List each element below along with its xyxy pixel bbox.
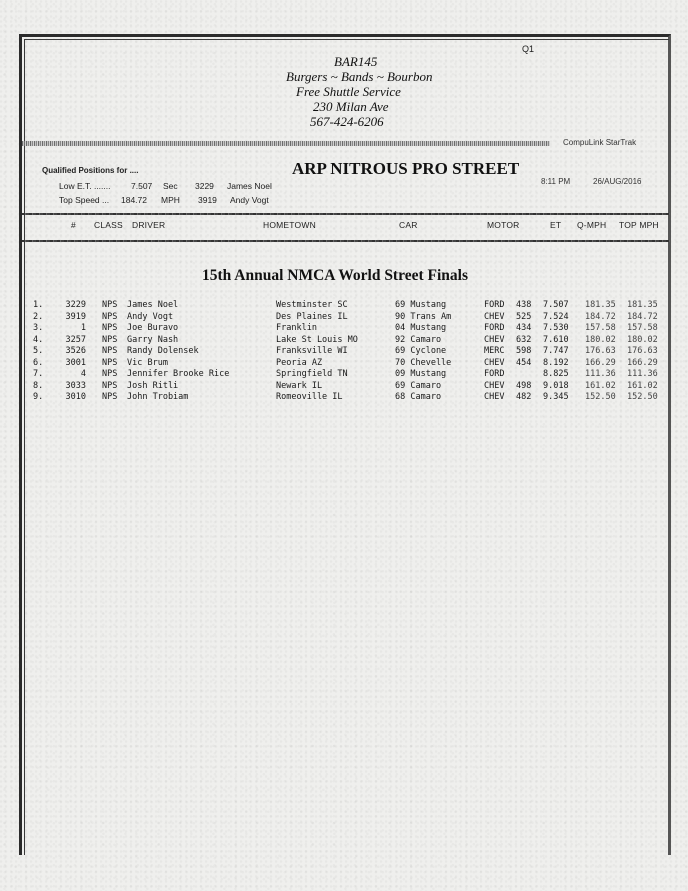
car-number-cell: 3919 (65, 311, 86, 322)
result-row (0, 300, 688, 311)
driver-cell: Joe Buravo (127, 323, 179, 333)
column-header-bottom-rule (22, 240, 670, 242)
top-mph-cell: 157.58 (627, 323, 658, 333)
column-header-class: CLASS (94, 220, 123, 230)
column-header-qmph: Q-MPH (577, 220, 607, 230)
elapsed-time-cell: 7.530 (543, 323, 569, 333)
elapsed-time-cell: 7.524 (543, 311, 569, 322)
result-row (0, 312, 688, 323)
top-speed-unit: MPH (161, 195, 180, 205)
car-number-cell: 4 (80, 369, 86, 379)
driver-cell: Josh Ritli (127, 380, 179, 391)
class-cell: NPS (102, 300, 118, 310)
car-number-cell: 3001 (65, 357, 86, 368)
elapsed-time-cell: 7.610 (543, 334, 569, 345)
header-divider (22, 141, 550, 146)
qualifying-mph-cell: 111.36 (585, 369, 616, 379)
result-row (0, 369, 688, 380)
motor-cid-cell: 454 (516, 357, 532, 368)
car-cell: 70 Chevelle (395, 357, 452, 368)
qualifying-mph-cell: 161.02 (585, 380, 616, 391)
position-cell: 5. (33, 346, 44, 356)
result-row (0, 392, 688, 403)
qualifying-mph-cell: 176.63 (585, 346, 616, 356)
driver-cell: Garry Nash (127, 334, 179, 345)
motor-cid-cell: 482 (516, 392, 532, 402)
qualifying-mph-cell: 157.58 (585, 323, 616, 333)
hometown-cell: Newark IL (276, 380, 323, 391)
column-header-top-mph: TOP MPH (619, 220, 659, 230)
motor-cid-cell: 632 (516, 334, 532, 345)
report-date: 26/AUG/2016 (593, 177, 642, 186)
car-cell: 69 Cyclone (395, 346, 447, 356)
position-cell: 9. (33, 392, 44, 402)
motor-make-cell: CHEV (484, 357, 505, 368)
driver-cell: Randy Dolensek (127, 346, 199, 356)
car-number-cell: 3010 (65, 392, 86, 402)
venue-tagline: Burgers ~ Bands ~ Bourbon (286, 69, 433, 84)
top-speed-car-number: 3919 (198, 195, 217, 205)
result-row (0, 381, 688, 392)
car-cell: 69 Camaro (395, 380, 442, 391)
hometown-cell: Franksville WI (276, 346, 348, 356)
position-cell: 1. (33, 300, 44, 310)
top-mph-cell: 181.35 (627, 300, 658, 310)
elapsed-time-cell: 8.192 (543, 357, 569, 368)
class-cell: NPS (102, 346, 118, 356)
qualifying-mph-cell: 184.72 (585, 311, 616, 322)
venue-name: BAR145 (334, 54, 378, 69)
motor-cid-cell: 434 (516, 323, 532, 333)
car-number-cell: 3229 (65, 300, 86, 310)
qualifying-mph-cell: 180.02 (585, 334, 616, 345)
hometown-cell: Westminster SC (276, 300, 348, 310)
page-code: Q1 (522, 44, 535, 54)
elapsed-time-cell: 9.345 (543, 392, 569, 402)
car-cell: 90 Trans Am (395, 311, 452, 322)
car-number-cell: 1 (80, 323, 86, 333)
column-header-car: CAR (399, 220, 418, 230)
hometown-cell: Romeoville IL (276, 392, 343, 402)
top-mph-cell: 184.72 (627, 311, 658, 322)
class-cell: NPS (102, 334, 118, 345)
low-et-label: Low E.T. ....... (59, 181, 111, 191)
car-cell: 09 Mustang (395, 369, 447, 379)
class-cell: NPS (102, 369, 118, 379)
car-cell: 69 Mustang (395, 300, 447, 310)
class-title: ARP NITROUS PRO STREET (292, 159, 520, 178)
low-et-car-number: 3229 (195, 181, 214, 191)
class-cell: NPS (102, 392, 118, 402)
motor-make-cell: FORD (484, 300, 505, 310)
column-header-number: # (71, 220, 76, 230)
column-header-top-rule (22, 213, 670, 215)
motor-make-cell: CHEV (484, 311, 505, 322)
class-cell: NPS (102, 357, 118, 368)
class-cell: NPS (102, 311, 118, 322)
car-cell: 92 Camaro (395, 334, 442, 345)
motor-cid-cell: 598 (516, 346, 532, 356)
motor-make-cell: FORD (484, 323, 505, 333)
position-cell: 2. (33, 311, 44, 322)
page-border (19, 34, 671, 855)
software-name: CompuLink StarTrak (563, 138, 637, 147)
motor-make-cell: CHEV (484, 380, 505, 391)
top-mph-cell: 111.36 (627, 369, 658, 379)
column-header-driver: DRIVER (132, 220, 166, 230)
venue-address: 230 Milan Ave (313, 99, 389, 114)
car-cell: 68 Camaro (395, 392, 442, 402)
low-et-value: 7.507 (131, 181, 153, 191)
report-time: 8:11 PM (541, 177, 571, 186)
motor-make-cell: FORD (484, 369, 505, 379)
top-mph-cell: 176.63 (627, 346, 658, 356)
elapsed-time-cell: 8.825 (543, 369, 569, 379)
qualifying-mph-cell: 166.29 (585, 357, 616, 368)
motor-cid-cell: 438 (516, 300, 532, 310)
venue-shuttle: Free Shuttle Service (296, 84, 401, 99)
result-row (0, 323, 688, 334)
car-number-cell: 3526 (65, 346, 86, 356)
car-cell: 04 Mustang (395, 323, 447, 333)
qualified-title: Qualified Positions for .... (42, 166, 139, 175)
low-et-unit: Sec (163, 181, 178, 191)
driver-cell: Vic Brum (127, 357, 168, 368)
hometown-cell: Franklin (276, 323, 317, 333)
top-speed-driver: Andy Vogt (230, 195, 269, 205)
hometown-cell: Springfield TN (276, 369, 348, 379)
top-speed-label: Top Speed ... (59, 195, 110, 205)
column-header-motor: MOTOR (487, 220, 520, 230)
elapsed-time-cell: 9.018 (543, 380, 569, 391)
elapsed-time-cell: 7.507 (543, 300, 569, 310)
column-header-hometown: HOMETOWN (263, 220, 316, 230)
motor-make-cell: CHEV (484, 334, 505, 345)
position-cell: 6. (33, 357, 44, 368)
motor-make-cell: MERC (484, 346, 505, 356)
top-mph-cell: 161.02 (627, 380, 658, 391)
hometown-cell: Des Plaines IL (276, 311, 348, 322)
hometown-cell: Peoria AZ (276, 357, 323, 368)
motor-cid-cell: 498 (516, 380, 532, 391)
qualifying-mph-cell: 181.35 (585, 300, 616, 310)
top-mph-cell: 152.50 (627, 392, 658, 402)
motor-cid-cell: 525 (516, 311, 532, 322)
result-row (0, 346, 688, 357)
driver-cell: James Noel (127, 300, 179, 310)
elapsed-time-cell: 7.747 (543, 346, 569, 356)
driver-cell: John Trobiam (127, 392, 189, 402)
position-cell: 3. (33, 323, 44, 333)
car-number-cell: 3257 (65, 334, 86, 345)
low-et-driver: James Noel (227, 181, 272, 191)
qualifying-mph-cell: 152.50 (585, 392, 616, 402)
top-speed-value: 184.72 (121, 195, 147, 205)
position-cell: 4. (33, 334, 44, 345)
motor-make-cell: CHEV (484, 392, 505, 402)
driver-cell: Andy Vogt (127, 311, 174, 322)
class-cell: NPS (102, 380, 118, 391)
class-cell: NPS (102, 323, 118, 333)
hometown-cell: Lake St Louis MO (276, 334, 358, 345)
result-row (0, 358, 688, 369)
top-mph-cell: 166.29 (627, 357, 658, 368)
result-row (0, 335, 688, 346)
top-mph-cell: 180.02 (627, 334, 658, 345)
column-header-et: ET (550, 220, 562, 230)
event-title: 15th Annual NMCA World Street Finals (202, 267, 468, 284)
position-cell: 7. (33, 369, 44, 379)
car-number-cell: 3033 (65, 380, 86, 391)
driver-cell: Jennifer Brooke Rice (127, 369, 230, 379)
position-cell: 8. (33, 380, 44, 391)
venue-phone: 567-424-6206 (310, 114, 384, 129)
